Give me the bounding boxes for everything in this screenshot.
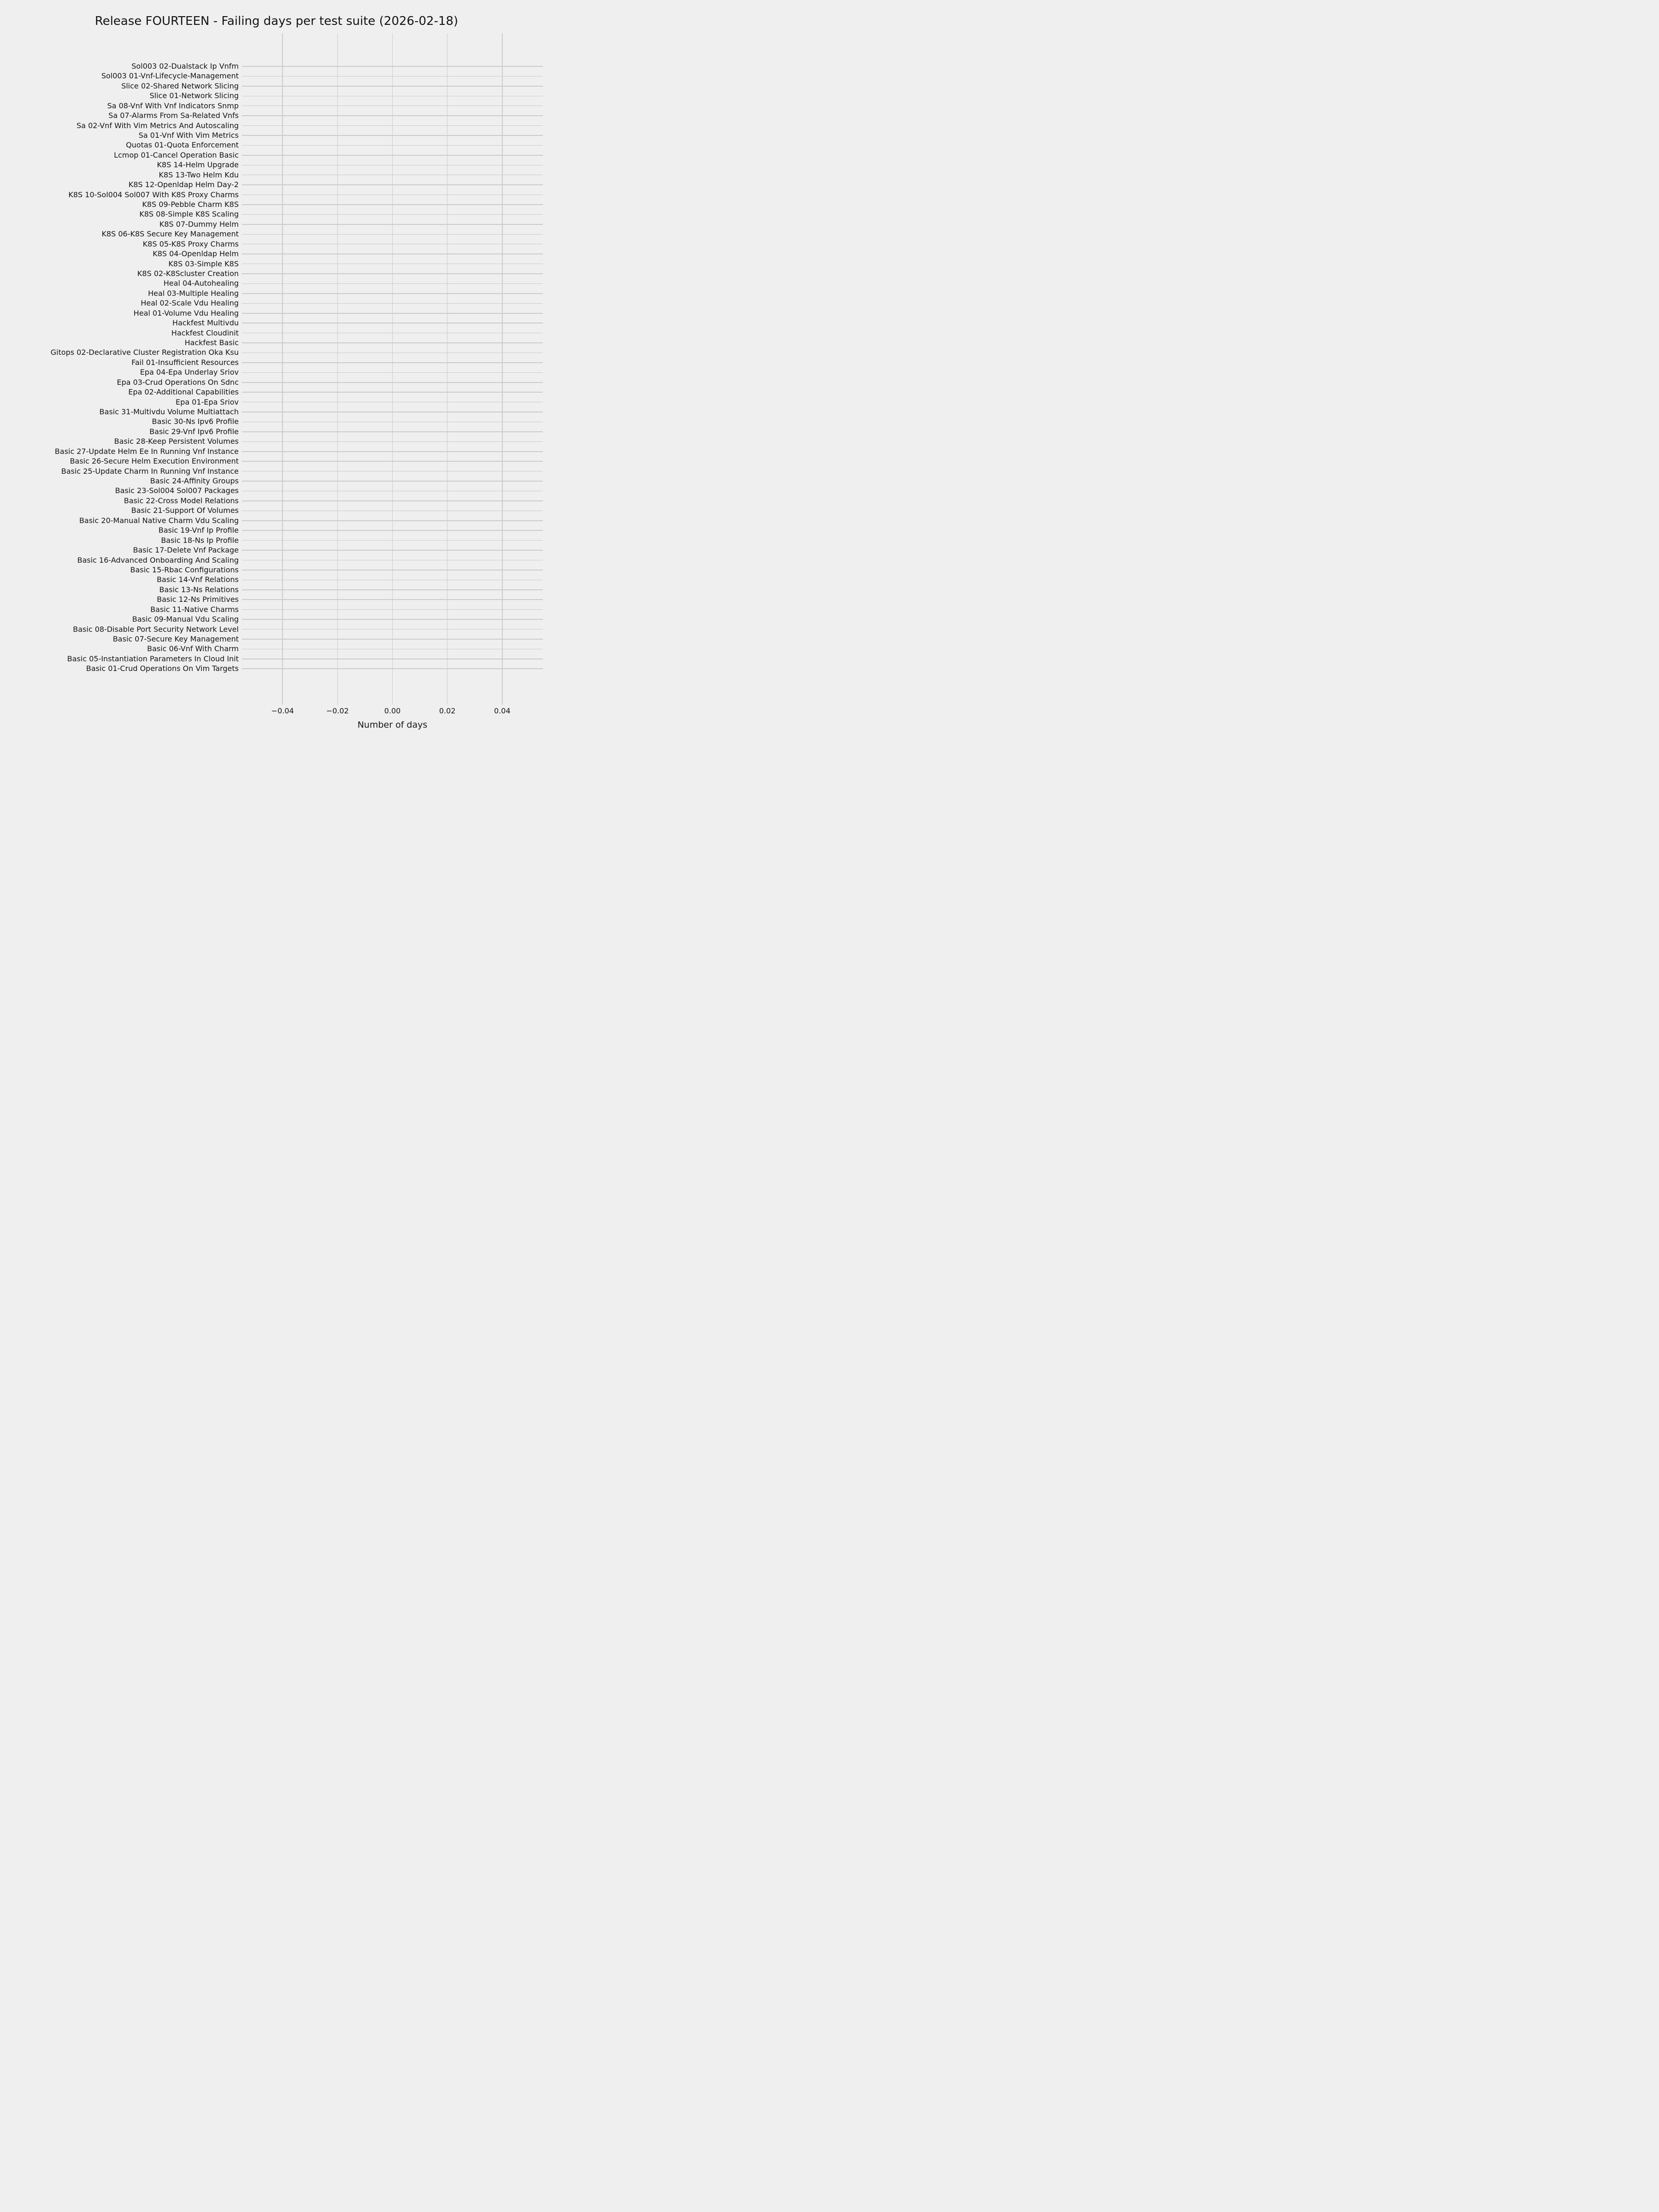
- y-tick-label: Heal 02-Scale Vdu Healing: [141, 299, 239, 308]
- y-tick-label: Basic 06-Vnf With Charm: [147, 644, 239, 653]
- y-tick-label: Basic 09-Manual Vdu Scaling: [132, 615, 239, 624]
- y-tick-label: Basic 30-Ns Ipv6 Profile: [152, 417, 239, 426]
- y-tick-label: Hackfest Basic: [184, 338, 239, 347]
- y-tick-label: Basic 29-Vnf Ipv6 Profile: [149, 427, 239, 436]
- y-tick-label: K8S 05-K8S Proxy Charms: [142, 239, 239, 248]
- y-tick-label: Fail 01-Insufficient Resources: [131, 358, 239, 367]
- y-tick-label: Basic 07-Secure Key Management: [112, 634, 239, 643]
- gridline-v: [502, 33, 503, 705]
- y-tick-label: Sol003 02-Dualstack Ip Vnfm: [131, 62, 239, 71]
- y-tick-label: Quotas 01-Quota Enforcement: [126, 141, 239, 150]
- y-tick-label: Basic 19-Vnf Ip Profile: [158, 526, 239, 535]
- y-tick-label: K8S 09-Pebble Charm K8S: [142, 200, 239, 209]
- y-tick-label: Basic 21-Support Of Volumes: [131, 506, 239, 515]
- y-tick-label: K8S 12-Openldap Helm Day-2: [128, 180, 239, 189]
- chart-title: Release FOURTEEN - Failing days per test suite (2026-02-18): [94, 14, 459, 28]
- y-tick-label: Heal 03-Multiple Healing: [148, 288, 239, 298]
- y-tick-label: Basic 25-Update Charm In Running Vnf Instance: [61, 466, 239, 476]
- y-tick-label: Basic 31-Multivdu Volume Multiattach: [99, 407, 239, 417]
- y-tick-label: K8S 03-Simple K8S: [168, 259, 239, 268]
- y-tick-label: K8S 06-K8S Secure Key Management: [101, 229, 239, 239]
- y-tick-label: Basic 01-Crud Operations On Vim Targets: [86, 664, 239, 673]
- chart-figure: [0, 0, 553, 737]
- y-tick-label: Gitops 02-Declarative Cluster Registration Oka Ksu: [50, 348, 239, 357]
- y-tick-label: Basic 08-Disable Port Security Network Level: [73, 624, 239, 634]
- y-tick-label: K8S 08-Simple K8S Scaling: [139, 210, 239, 219]
- y-tick-label: Basic 18-Ns Ip Profile: [161, 535, 239, 545]
- y-tick-label: K8S 14-Helm Upgrade: [157, 160, 239, 170]
- y-tick-label: Slice 01-Network Slicing: [149, 91, 239, 100]
- y-tick-label: Basic 27-Update Helm Ee In Running Vnf Instance: [54, 447, 239, 456]
- x-tick-label: 0.04: [494, 706, 511, 715]
- y-tick-label: Slice 02-Shared Network Slicing: [121, 81, 239, 90]
- y-tick-label: K8S 13-Two Helm Kdu: [159, 170, 239, 179]
- y-tick-label: Sa 01-Vnf With Vim Metrics: [138, 131, 239, 140]
- y-tick-label: Hackfest Cloudinit: [171, 328, 239, 337]
- gridline-v: [447, 33, 448, 705]
- x-tick-label: 0.02: [439, 706, 456, 715]
- y-tick-label: K8S 04-Openldap Helm: [153, 249, 239, 259]
- y-tick-label: Epa 03-Crud Operations On Sdnc: [117, 377, 239, 387]
- plot-area: [242, 33, 543, 702]
- y-tick-label: Basic 28-Keep Persistent Volumes: [114, 437, 239, 446]
- y-tick-label: Sa 08-Vnf With Vnf Indicators Snmp: [107, 101, 239, 110]
- y-tick-label: K8S 02-K8Scluster Creation: [137, 269, 239, 278]
- x-axis-label: Number of days: [357, 720, 428, 730]
- y-tick-label: Basic 24-Affinity Groups: [150, 477, 239, 486]
- y-tick-label: Sa 02-Vnf With Vim Metrics And Autoscaling: [76, 121, 239, 130]
- y-tick-label: Heal 04-Autohealing: [163, 279, 239, 288]
- gridline-v: [337, 33, 338, 705]
- y-tick-label: Basic 14-Vnf Relations: [157, 575, 239, 584]
- y-tick-label: Epa 02-Additional Capabilities: [128, 388, 239, 397]
- y-tick-label: Epa 01-Epa Sriov: [176, 397, 239, 406]
- y-tick-label: Basic 15-Rbac Configurations: [130, 565, 239, 574]
- x-tick-label: −0.02: [326, 706, 349, 715]
- y-tick-label: Basic 23-Sol004 Sol007 Packages: [115, 486, 239, 495]
- x-tick-label: 0.00: [384, 706, 401, 715]
- y-tick-label: Epa 04-Epa Underlay Sriov: [140, 368, 239, 377]
- y-tick-label: Sol003 01-Vnf-Lifecycle-Management: [101, 71, 239, 81]
- y-tick-label: Basic 16-Advanced Onboarding And Scaling: [77, 555, 239, 565]
- y-tick-label: Heal 01-Volume Vdu Healing: [133, 308, 239, 318]
- y-tick-label: Basic 13-Ns Relations: [159, 585, 239, 594]
- y-tick-label: Basic 05-Instantiation Parameters In Cloud Init: [67, 654, 239, 663]
- y-tick-label: Sa 07-Alarms From Sa-Related Vnfs: [108, 111, 239, 120]
- y-tick-label: K8S 10-Sol004 Sol007 With K8S Proxy Charms: [68, 190, 239, 199]
- y-tick-label: Basic 20-Manual Native Charm Vdu Scaling: [79, 516, 239, 525]
- x-tick-label: −0.04: [271, 706, 294, 715]
- y-tick-label: K8S 07-Dummy Helm: [159, 219, 239, 229]
- y-tick-label: Basic 11-Native Charms: [150, 605, 239, 614]
- y-tick-label: Basic 17-Delete Vnf Package: [133, 546, 239, 555]
- gridline-v: [392, 33, 393, 705]
- y-tick-label: Basic 22-Cross Model Relations: [124, 496, 239, 505]
- y-tick-label: Lcmop 01-Cancel Operation Basic: [114, 150, 239, 159]
- gridline-v: [282, 33, 283, 705]
- y-tick-label: Basic 12-Ns Primitives: [157, 595, 239, 604]
- y-tick-label: Basic 26-Secure Helm Execution Environment: [70, 457, 239, 466]
- y-tick-label: Hackfest Multivdu: [172, 318, 239, 328]
